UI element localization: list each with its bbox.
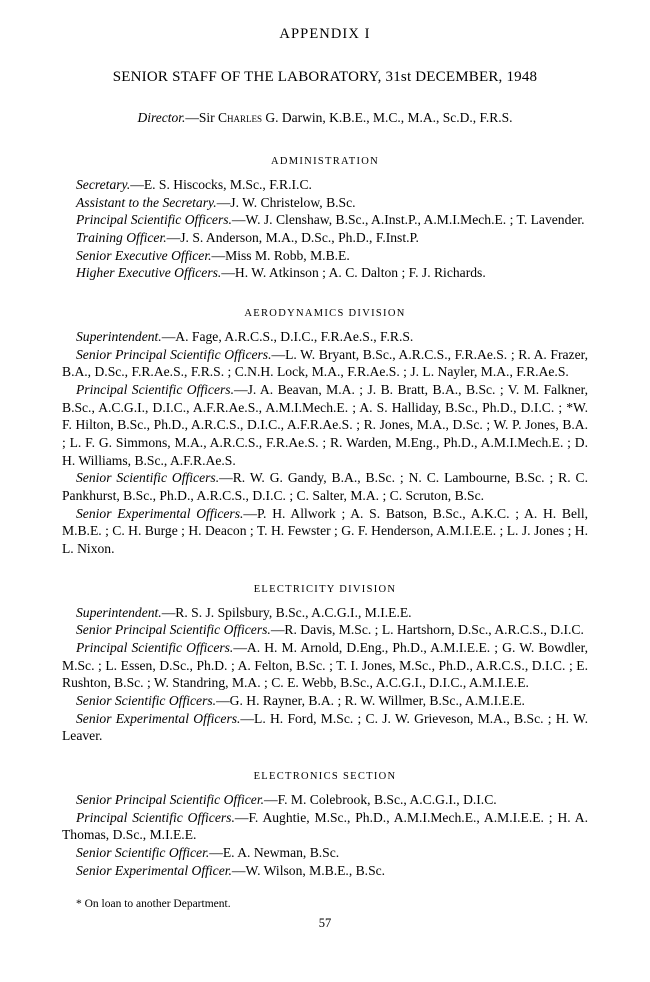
staff-names: —W. Wilson, M.B.E., B.Sc. xyxy=(231,862,386,878)
section-heading-electricity-division: ELECTRICITY DIVISION xyxy=(253,583,397,595)
staff-entry xyxy=(62,381,588,469)
staff-role: Secretary. xyxy=(76,177,131,192)
section-heading-electronics-section: ELECTRONICS SECTION xyxy=(253,771,397,783)
staff-names: —R. S. J. Spilsbury, B.Sc., A.C.G.I., M.I.E.E. xyxy=(161,604,412,620)
staff-role: Principal Scientific Officers. xyxy=(76,212,232,228)
staff-entry xyxy=(62,264,588,282)
staff-role: Senior Scientific Officer. xyxy=(76,845,210,861)
appendix-title: APPENDIX I xyxy=(279,26,371,42)
staff-role: Senior Executive Officer. xyxy=(76,247,212,263)
staff-entry xyxy=(62,604,588,622)
staff-names: —J. A. Beavan, M.A. ; J. B. Bratt, B.A., B.Sc. ; V. M. Falkner, B.Sc., A.C.G.I., D.I.C., A.F.R.Ae.S., A.M.I.Mech.E. ; A. S. Halliday, B.Sc., Ph.D., D.I.C. ; *W. F. Hilton, B.Sc., Ph.D., A.R.C.S., D.I.C., A.F.R.Ae.S. ; R. Jones, M.A., D.Sc. ; W. P. Jones, B.A. ; L. F. G. Simmons, M.A., A.R.C.S., F.R.Ae.S. ; R. Warden, M.Eng., Ph.D., A.M.I.Mech.E. ; D. H. Williams, B.Sc., A.F.R.Ae.S. xyxy=(62,382,588,468)
staff-names: —R. W. G. Gandy, B.A., B.Sc. ; N. C. Lambourne, B.Sc. ; R. C. Pankhurst, B.Sc., Ph.D., A.R.C.S., D.I.C. ; C. Salter, M.A. ; C. Scruton, B.Sc. xyxy=(62,470,589,504)
staff-entry xyxy=(62,211,588,229)
staff-entry xyxy=(62,844,588,862)
staff-names: —P. H. Allwork ; A. S. Batson, B.Sc., A.K.C. ; A. H. Bell, M.B.E. ; C. H. Burge ; H. Deacon ; T. H. Fewster ; G. F. Henderson, A.M.I.E.E. ; L. J. Jones ; H. L. Nixon. xyxy=(62,505,588,557)
staff-entry xyxy=(62,328,588,346)
staff-role: Principal Scientific Officers. xyxy=(76,809,235,825)
staff-entry xyxy=(62,692,588,710)
staff-role: Training Officer. xyxy=(76,230,167,246)
staff-role: Senior Experimental Officers. xyxy=(76,710,241,726)
staff-role: Superintendent. xyxy=(76,329,162,345)
staff-role: Higher Executive Officers. xyxy=(76,265,222,281)
staff-role: Principal Scientific Officers. xyxy=(76,382,234,398)
staff-role: Senior Principal Scientific Officers. xyxy=(76,622,271,638)
page-title-main: SENIOR STAFF OF THE LABORATORY, xyxy=(112,69,386,85)
director-sep: —Sir xyxy=(185,110,218,125)
staff-names: —L. H. Ford, M.Sc. ; C. J. W. Grieveson, M.A., B.Sc. ; H. W. Leaver. xyxy=(62,710,588,744)
staff-entry xyxy=(62,809,588,844)
staff-entry xyxy=(62,710,588,745)
staff-entry xyxy=(62,505,588,558)
staff-names: —Miss M. Robb, M.B.E. xyxy=(211,247,350,263)
staff-entry xyxy=(62,469,588,504)
section-heading-administration: ADMINISTRATION xyxy=(270,156,380,167)
staff-role: Superintendent. xyxy=(76,604,162,620)
staff-names: —F. M. Colebrook, B.Sc., A.C.G.I., D.I.C. xyxy=(264,792,497,808)
staff-names: —G. H. Rayner, B.A. ; R. W. Willmer, B.Sc., A.M.I.E.E. xyxy=(216,693,525,709)
staff-names: —R. Davis, M.Sc. ; L. Hartshorn, D.Sc., A.R.C.S., D.I.C. xyxy=(270,622,584,638)
footnote: * On loan to another Department. xyxy=(76,897,231,910)
section-heading-aerodynamics-division: AERODYNAMICS DIVISION xyxy=(244,308,406,320)
staff-role: Assistant to the Secretary. xyxy=(76,194,217,210)
director-role: Director. xyxy=(137,110,186,125)
staff-names: —A. Fage, A.R.C.S., D.I.C., F.R.Ae.S., F.R.S. xyxy=(161,329,414,345)
staff-entry xyxy=(62,639,588,692)
staff-role: Senior Experimental Officer. xyxy=(76,862,232,878)
staff-entry xyxy=(62,791,588,809)
staff-names: —E. S. Hiscocks, M.Sc., F.R.I.C. xyxy=(130,177,312,192)
staff-names: —E. A. Newman, B.Sc. xyxy=(209,845,340,861)
staff-names: —J. S. Anderson, M.A., D.Sc., Ph.D., F.Inst.P. xyxy=(166,230,419,246)
page-title xyxy=(62,69,588,86)
staff-entry xyxy=(62,621,588,639)
staff-names: —H. W. Atkinson ; A. C. Dalton ; F. J. Richards. xyxy=(221,265,486,281)
staff-entry xyxy=(62,346,588,381)
staff-entry xyxy=(62,247,588,265)
staff-entry xyxy=(62,176,588,194)
staff-entry xyxy=(62,194,588,212)
staff-role: Senior Principal Scientific Officers. xyxy=(76,346,272,362)
staff-names: —L. W. Bryant, B.Sc., A.R.C.S., F.R.Ae.S. ; R. A. Frazer, B.A., D.Sc., F.R.Ae.S., F.R.S. ; C.N.H. Lock, M.A., F.R.Ae.S. ; J. L. Nayler, M.A., F.R.Ae.S. xyxy=(62,346,588,380)
staff-role: Principal Scientific Officers. xyxy=(76,640,234,656)
director-name-rest: G. Darwin, K.B.E., M.C., M.A., Sc.D., F.R.S. xyxy=(261,110,513,125)
staff-names: —A. H. M. Arnold, D.Eng., Ph.D., A.M.I.E.E. ; G. W. Bowdler, M.Sc. ; L. Essen, D.Sc., Ph.D. ; A. Felton, B.Sc. ; T. I. Jones, M.Sc., Ph.D., A.R.C.S., D.I.C. ; E. Rushton, B.Sc. ; W. Standring, M.A. ; C. E. Webb, B.Sc., A.C.G.I., D.I.C., A.M.I.E.E. xyxy=(62,640,588,691)
staff-names: —J. W. Christelow, B.Sc. xyxy=(216,194,356,210)
page-title-date: 31st DECEMBER, 1948 xyxy=(385,69,538,85)
director-name-smallcaps: Charles xyxy=(217,110,262,125)
staff-role: Senior Scientific Officers. xyxy=(76,470,220,486)
staff-entry xyxy=(62,229,588,247)
page-number: 57 xyxy=(318,915,332,930)
staff-role: Senior Scientific Officers. xyxy=(76,693,217,709)
staff-role: Senior Experimental Officers. xyxy=(76,505,244,521)
director-line xyxy=(62,110,588,126)
staff-role: Senior Principal Scientific Officer. xyxy=(76,792,265,808)
staff-entry xyxy=(62,862,588,880)
staff-names: —W. J. Clenshaw, B.Sc., A.Inst.P., A.M.I.Mech.E. ; T. Lavender. xyxy=(231,212,585,228)
staff-names: —F. Aughtie, M.Sc., Ph.D., A.M.I.Mech.E., A.M.I.E.E. ; H. A. Thomas, D.Sc., M.I.E.E. xyxy=(62,809,588,843)
